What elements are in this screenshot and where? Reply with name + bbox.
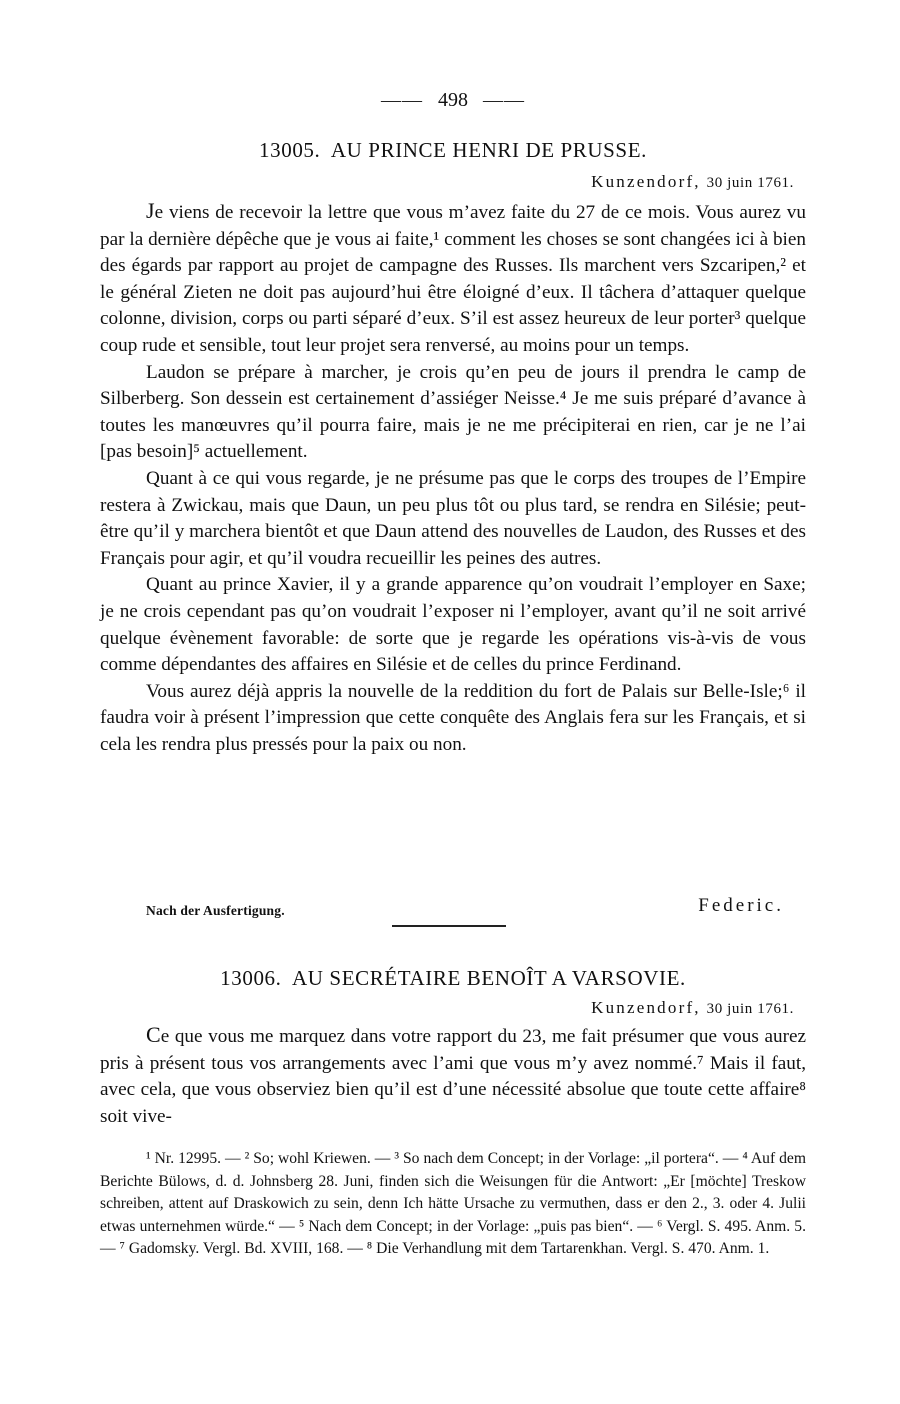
signature: Federic. — [698, 895, 784, 916]
letter-number: 13006. — [220, 966, 282, 990]
source-note: Nach der Ausfertigung. — [146, 903, 285, 918]
letter-dateline — [591, 998, 794, 1018]
letter-place: Kunzendorf, — [591, 172, 701, 191]
footnotes — [100, 1148, 806, 1261]
letter-paragraph: Quant au prince Xavier, il y a grande apparence qu’on voudrait l’employer en Saxe; je ne crois cependant pas qu’on voudrait l’exposer ni l’employer, avant qu’il ne soit arrivé quelque évènement favorable: de sorte que je regarde les opérations vis-à-vis de vous comme dépendantes des affaires en Silésie et de celles du prince Ferdinand. — [100, 574, 806, 676]
section-separator — [392, 925, 506, 927]
page-number: 498 — [438, 89, 468, 111]
footnote-text: ¹ Nr. 12995. — ² So; wohl Kriewen. — ³ So nach dem Concept; in der Vorlage: „il portera“. — ⁴ Auf dem Berichte Bülows, d. d. Johnsberg 28. Juni, finden sich die Weisungen für die Antwort: „Er [möchte] Treskow schreiben, attent auf Draskowich zu sein, denn Ich hätte Ursache zu vermuthen, dass er den 2., 3. oder 4. Julii etwas unternehmen würde.“ — ⁵ Nach dem Concept; in der Vorlage: „puis pas bien“. — ⁶ Vergl. S. 495. Anm. 5. — ⁷ Gadomsky. Vergl. Bd. XVIII, 168. — ⁸ Die Verhandlung mit dem Tartarenkhan. Vergl. S. 470. Anm. 1. — [100, 1150, 806, 1257]
letter-date: 30 juin 1761. — [706, 175, 794, 191]
letter-paragraph: Ce que vous me marquez dans votre rapport du 23, me fait présumer que vous aurez pris à présent tous vos arrangements avec l’ami que vous m’y avez nommé.⁷ Mais il faut, avec cela, que vous observiez bien qu’il est d’une nécessité absolue que toute cette affaire⁸ soit vive- — [100, 1022, 806, 1127]
letter-date: 30 juin 1761. — [706, 1001, 794, 1017]
letter-place: Kunzendorf, — [591, 998, 701, 1017]
letter-body — [100, 198, 806, 758]
letter-dateline — [591, 172, 794, 192]
letter-heading — [100, 138, 806, 163]
letter-title: AU SECRÉTAIRE BENOÎT A VARSOVIE. — [292, 966, 686, 990]
letter-paragraph: Quant à ce qui vous regarde, je ne présume pas que le corps des troupes de l’Empire restera à Zwickau, mais que Daun, un peu plus tôt ou plus tard, se rendra en Silésie; peut-être qu’il y marchera bientôt et que Daun attend des nouvelles de Laudon, des Russes et des Français pour agir, et qu’il voudra recueillir les peines des autres. — [100, 467, 806, 569]
letter-paragraph: Je viens de recevoir la lettre que vous m’avez faite du 27 de ce mois. Vous aurez vu par la dernière dépêche que je vous ai faite,¹ comment les choses se sont changées ici à bien des égards par rapport au projet de campagne des Russes. Ils marchent vers Szcaripen,² et le général Zieten ne doit pas aujourd’hui être éloigné d’eux. Il tâchera d’attaquer quelque colonne, division, corps ou parti séparé d’eux. S’il est assez heureux de leur porter³ quelque coup rude et sensible, tout leur projet sera renversé, au moins pour un temps. — [100, 198, 806, 356]
letter-paragraph: Laudon se prépare à marcher, je crois qu’en peu de jours il prendra le camp de Silberberg. Son dessein est certainement d’assiéger Neisse.⁴ Je me suis préparé d’avance à toutes les manœuvres qu’il pourra faire, mais je ne me précipiterai en rien, car je ne l’ai [pas besoin]⁵ actuellement. — [100, 361, 806, 463]
header-dash-left: —— — [381, 89, 423, 111]
letter-heading — [100, 966, 806, 991]
page-header — [100, 86, 806, 114]
letter-paragraph: Vous aurez déjà appris la nouvelle de la reddition du fort de Palais sur Belle-Isle;⁶ il faudra voir à présent l’impression que cette conquête des Anglais fera sur les Français, et si cela les rendra plus pressés pour la paix ou non. — [100, 680, 806, 755]
letter-body — [100, 1022, 806, 1130]
letter-title: AU PRINCE HENRI DE PRUSSE. — [330, 138, 647, 162]
letter-number: 13005. — [259, 138, 321, 162]
book-page — [100, 0, 806, 1404]
header-dash-right: —— — [483, 89, 525, 111]
